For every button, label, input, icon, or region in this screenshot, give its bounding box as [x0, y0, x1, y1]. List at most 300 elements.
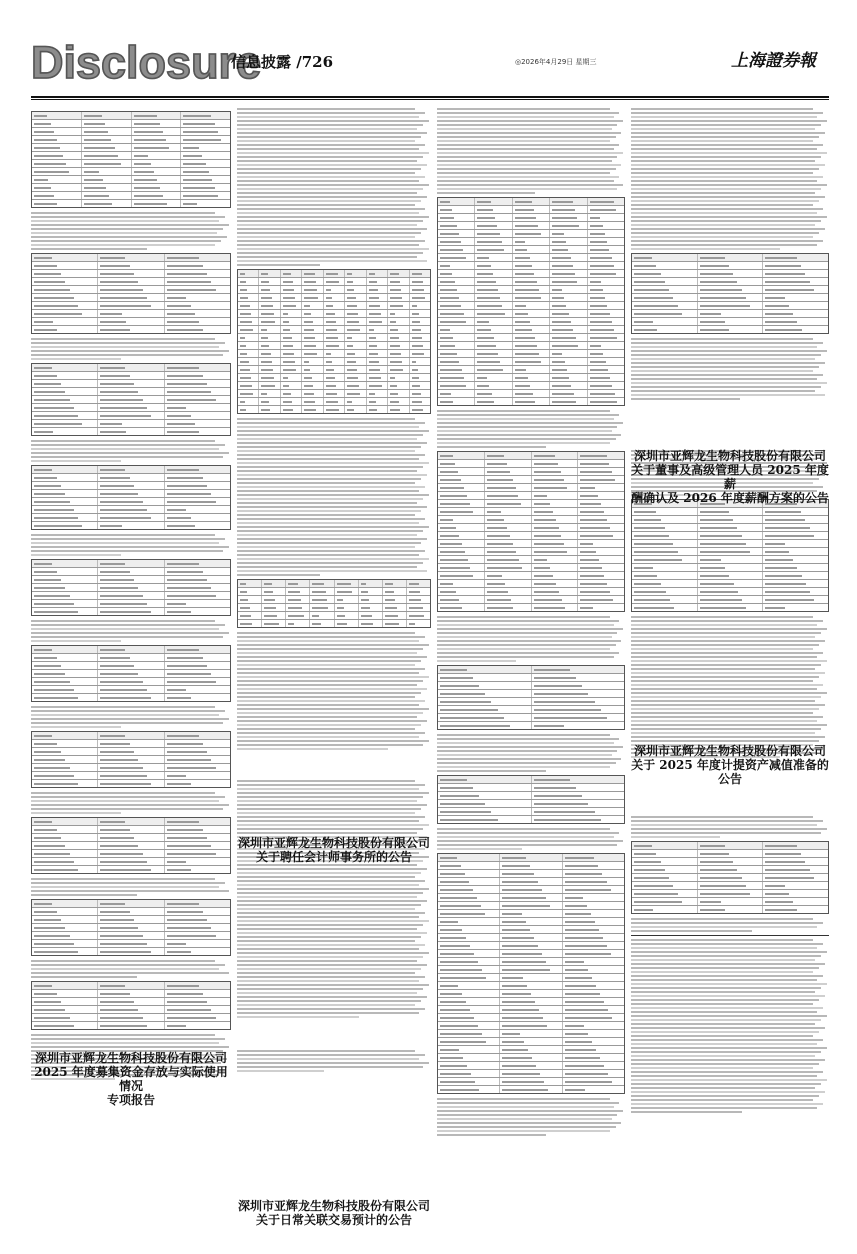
fine-print-line — [631, 959, 815, 961]
table-cell — [335, 596, 359, 603]
table-cell — [475, 254, 512, 261]
fine-print-line — [631, 930, 752, 932]
table-cell — [475, 238, 512, 245]
fine-print-line — [631, 616, 813, 618]
table-row — [438, 452, 624, 460]
fine-print-line — [237, 224, 417, 226]
table-cell — [165, 748, 230, 755]
table-cell — [438, 214, 475, 221]
fine-print-line — [631, 116, 817, 118]
fine-print-line — [437, 644, 616, 646]
table-cell — [286, 620, 310, 627]
table-row — [32, 128, 230, 136]
fine-print-line — [31, 714, 219, 716]
table-cell — [98, 310, 164, 317]
table-cell — [410, 278, 430, 285]
table-row — [438, 358, 624, 366]
data-table — [631, 841, 829, 914]
table-cell — [410, 318, 430, 325]
table-cell — [563, 990, 624, 997]
table-row — [32, 270, 230, 278]
table-cell — [475, 286, 512, 293]
table-cell — [763, 524, 828, 531]
table-cell — [281, 382, 302, 389]
fine-print-line — [237, 188, 423, 190]
table-cell — [475, 270, 512, 277]
table-row — [438, 532, 624, 540]
table-row — [438, 990, 624, 998]
table-cell — [181, 176, 230, 183]
table-cell — [763, 588, 828, 595]
table-cell — [165, 388, 230, 395]
fine-print-line — [437, 628, 623, 630]
table-cell — [500, 1062, 562, 1069]
fine-print-line — [31, 248, 147, 250]
fine-print-line — [631, 1087, 815, 1089]
fine-print-line — [31, 538, 225, 540]
table-cell — [475, 358, 512, 365]
table-cell — [438, 572, 485, 579]
table-cell — [438, 278, 475, 285]
table-cell — [32, 372, 98, 379]
table-row — [32, 678, 230, 686]
table-cell — [132, 128, 182, 135]
table-cell — [32, 900, 98, 907]
table-cell — [698, 604, 764, 611]
table-cell — [438, 398, 475, 405]
fine-print-line — [631, 836, 720, 838]
table-cell — [324, 286, 345, 293]
fine-print-line — [31, 354, 223, 356]
table-cell — [532, 706, 625, 713]
table-cell — [438, 998, 500, 1005]
fine-print-line — [437, 120, 623, 122]
table-cell — [763, 294, 828, 301]
table-cell — [32, 364, 98, 371]
fine-print-line — [631, 1019, 821, 1021]
fine-print-line — [237, 700, 425, 702]
table-cell — [345, 358, 366, 365]
table-cell — [632, 596, 698, 603]
table-cell — [532, 690, 625, 697]
fine-print-line — [631, 816, 813, 818]
table-row — [438, 366, 624, 374]
table-cell — [324, 310, 345, 317]
table-cell — [238, 596, 262, 603]
table-cell — [763, 898, 828, 905]
table-row — [632, 596, 828, 604]
table-row — [632, 286, 828, 294]
table-cell — [281, 270, 302, 277]
table-row — [438, 886, 624, 894]
table-cell — [324, 270, 345, 277]
fine-print-line — [31, 726, 121, 728]
fine-print-line — [31, 534, 215, 536]
table-cell — [165, 900, 230, 907]
table-cell — [98, 254, 164, 261]
section-title: 信息披露 /726 — [231, 53, 334, 71]
table-cell — [563, 934, 624, 941]
fine-print-line — [237, 680, 423, 682]
table-row — [32, 136, 230, 144]
fine-print-line — [237, 1058, 419, 1060]
fine-print-line — [31, 444, 225, 446]
fine-print-line — [237, 200, 421, 202]
table-cell — [438, 222, 475, 229]
table-row — [438, 926, 624, 934]
table-cell — [563, 1022, 624, 1029]
table-cell — [550, 214, 587, 221]
table-row — [632, 874, 828, 882]
table-row — [32, 756, 230, 764]
table-cell — [98, 600, 164, 607]
table-cell — [238, 390, 259, 397]
table-cell — [82, 200, 132, 207]
table-cell — [345, 374, 366, 381]
table-cell — [281, 358, 302, 365]
fine-print-line — [31, 632, 229, 634]
table-cell — [438, 524, 485, 531]
table-cell — [485, 484, 532, 491]
table-cell — [32, 686, 98, 693]
table-cell — [98, 740, 164, 747]
table-cell — [513, 374, 550, 381]
table-cell — [532, 556, 579, 563]
fine-print-line — [237, 796, 423, 798]
table-cell — [359, 612, 383, 619]
table-cell — [367, 326, 388, 333]
table-cell — [438, 784, 532, 791]
fine-print-line — [237, 828, 423, 830]
table-cell — [563, 926, 624, 933]
table-cell — [165, 592, 230, 599]
table-cell — [578, 516, 624, 523]
table-cell — [32, 326, 98, 333]
fine-print-line — [31, 554, 121, 556]
table-cell — [632, 508, 698, 515]
table-cell — [165, 662, 230, 669]
fine-print-line — [31, 878, 215, 880]
table-cell — [410, 350, 430, 357]
table-cell — [763, 278, 828, 285]
fine-print-line — [237, 192, 417, 194]
table-cell — [500, 910, 562, 917]
table-cell — [367, 334, 388, 341]
table-cell — [286, 580, 310, 587]
fine-print-line — [437, 636, 612, 638]
table-cell — [310, 580, 334, 587]
table-cell — [532, 460, 579, 467]
table-cell — [475, 390, 512, 397]
table-cell — [438, 934, 500, 941]
table-cell — [98, 412, 164, 419]
table-cell — [485, 468, 532, 475]
table-cell — [588, 198, 624, 205]
table-cell — [32, 380, 98, 387]
table-cell — [532, 484, 579, 491]
fine-print-line — [631, 700, 815, 702]
table-row — [238, 350, 430, 358]
table-cell — [98, 560, 164, 567]
spacer — [237, 752, 431, 780]
fine-print-line — [631, 164, 825, 166]
masthead-rule-thin — [31, 99, 829, 100]
table-row — [32, 474, 230, 482]
table-cell — [532, 492, 579, 499]
table-row — [32, 900, 230, 908]
fine-print-line — [237, 164, 427, 166]
table-cell — [32, 254, 98, 261]
fine-print-line — [437, 426, 617, 428]
table-cell — [98, 404, 164, 411]
table-cell — [438, 902, 500, 909]
table-cell — [500, 974, 562, 981]
table-cell — [550, 198, 587, 205]
table-cell — [310, 604, 334, 611]
fine-print-line — [237, 1066, 423, 1068]
table-cell — [438, 342, 475, 349]
table-cell — [438, 1070, 500, 1077]
fine-print-line — [631, 370, 813, 372]
fine-print-line — [31, 960, 215, 962]
table-cell — [32, 428, 98, 435]
table-row — [438, 254, 624, 262]
fine-print-line — [437, 430, 612, 432]
table-cell — [438, 910, 500, 917]
table-row — [32, 396, 230, 404]
table-row — [32, 982, 230, 990]
table-cell — [410, 326, 430, 333]
fine-print-line — [237, 944, 425, 946]
fine-print-line — [237, 196, 427, 198]
fine-print-line — [237, 264, 320, 266]
fine-print-line — [631, 680, 813, 682]
table-cell — [310, 588, 334, 595]
table-cell — [532, 500, 579, 507]
table-cell — [698, 890, 764, 897]
table-cell — [324, 374, 345, 381]
fine-print-line — [437, 108, 610, 110]
table-row — [32, 294, 230, 302]
table-row — [632, 890, 828, 898]
table-cell — [550, 334, 587, 341]
table-cell — [698, 262, 764, 269]
table-cell — [165, 866, 230, 873]
table-row — [32, 278, 230, 286]
table-cell — [98, 302, 164, 309]
column-2 — [237, 108, 431, 1074]
fine-print-line — [237, 244, 419, 246]
table-cell — [763, 556, 828, 563]
table-cell — [165, 318, 230, 325]
table-row — [238, 596, 430, 604]
table-row — [438, 870, 624, 878]
table-cell — [698, 318, 764, 325]
table-cell — [410, 334, 430, 341]
table-row — [438, 666, 624, 674]
table-cell — [98, 498, 164, 505]
table-cell — [262, 596, 286, 603]
fine-print-line — [237, 462, 429, 464]
table-row — [438, 862, 624, 870]
fine-print-line — [631, 1059, 825, 1061]
table-cell — [763, 858, 828, 865]
table-row — [438, 198, 624, 206]
fine-print-line — [237, 820, 419, 822]
table-cell — [388, 334, 409, 341]
table-cell — [578, 564, 624, 571]
table-row — [438, 476, 624, 484]
table-cell — [132, 112, 182, 119]
headline-line: 深圳市亚辉龙生物科技股份有限公司 — [237, 1199, 430, 1213]
table-cell — [98, 420, 164, 427]
table-row — [32, 302, 230, 310]
table-cell — [281, 406, 302, 413]
table-cell — [438, 714, 532, 721]
table-cell — [532, 452, 579, 459]
fine-print-line — [237, 792, 429, 794]
fine-print-line — [631, 204, 813, 206]
table-cell — [550, 238, 587, 245]
table-cell — [485, 564, 532, 571]
data-table — [237, 579, 431, 628]
fine-print-line — [237, 478, 421, 480]
table-cell — [98, 924, 164, 931]
table-row — [438, 998, 624, 1006]
fine-print-line — [237, 136, 421, 138]
table-row — [32, 168, 230, 176]
fine-print-line — [237, 422, 425, 424]
table-cell — [578, 484, 624, 491]
table-cell — [132, 136, 182, 143]
table-row — [632, 270, 828, 278]
table-cell — [485, 492, 532, 499]
fine-print-line — [237, 872, 421, 874]
fine-print-line — [437, 1106, 614, 1108]
table-row — [438, 374, 624, 382]
table-row — [438, 722, 624, 729]
table-cell — [532, 572, 579, 579]
table-row — [438, 1078, 624, 1086]
table-cell — [98, 270, 164, 277]
table-cell — [238, 286, 259, 293]
table-cell — [578, 524, 624, 531]
table-cell — [485, 540, 532, 547]
issue-date: ◎2026年4月29日 星期三 — [515, 58, 597, 66]
table-cell — [763, 548, 828, 555]
fine-print-line — [31, 220, 219, 222]
table-cell — [32, 662, 98, 669]
table-cell — [588, 318, 624, 325]
table-cell — [438, 674, 532, 681]
table-cell — [500, 854, 562, 861]
data-table — [31, 559, 231, 616]
fine-print-line — [237, 494, 429, 496]
table-row — [238, 326, 430, 334]
table-cell — [578, 580, 624, 587]
fine-print-line — [631, 828, 827, 830]
table-cell — [438, 682, 532, 689]
table-row — [32, 498, 230, 506]
table-cell — [165, 764, 230, 771]
table-cell — [367, 310, 388, 317]
table-cell — [438, 1046, 500, 1053]
table-cell — [367, 350, 388, 357]
fine-print-line — [237, 442, 427, 444]
table-cell — [513, 318, 550, 325]
table-cell — [485, 572, 532, 579]
table-cell — [500, 982, 562, 989]
table-cell — [438, 468, 485, 475]
table-cell — [698, 866, 764, 873]
table-cell — [438, 262, 475, 269]
table-cell — [165, 404, 230, 411]
fine-print-line — [31, 546, 229, 548]
table-cell — [513, 382, 550, 389]
table-cell — [32, 916, 98, 923]
table-cell — [475, 230, 512, 237]
fine-print-line — [631, 1039, 823, 1041]
table-cell — [302, 350, 323, 357]
table-cell — [388, 326, 409, 333]
data-table — [631, 253, 829, 334]
table-row — [32, 428, 230, 435]
table-cell — [165, 998, 230, 1005]
fine-print-line — [437, 438, 616, 440]
table-row — [238, 620, 430, 627]
fine-print-line — [237, 502, 417, 504]
table-row — [438, 878, 624, 886]
table-cell — [632, 540, 698, 547]
table-cell — [302, 294, 323, 301]
table-row — [438, 974, 624, 982]
table-cell — [82, 136, 132, 143]
table-cell — [98, 932, 164, 939]
table-cell — [259, 390, 280, 397]
table-cell — [259, 318, 280, 325]
table-cell — [259, 366, 280, 373]
table-cell — [165, 834, 230, 841]
column-3 — [437, 108, 625, 1138]
fine-print-line — [237, 256, 417, 258]
table-row — [438, 1014, 624, 1022]
fine-print-line — [631, 160, 815, 162]
headline-line: 2025 年度募集资金存放与实际使用情况 — [34, 1065, 228, 1093]
table-cell — [698, 580, 764, 587]
fine-print-line — [237, 252, 423, 254]
table-cell — [238, 278, 259, 285]
table-cell — [763, 874, 828, 881]
fine-print-line — [631, 1079, 827, 1081]
fine-print-line — [437, 1110, 623, 1112]
fine-print-line — [631, 1099, 813, 1101]
table-cell — [98, 990, 164, 997]
table-row — [632, 588, 828, 596]
fine-print-line — [237, 1004, 415, 1006]
table-row — [438, 1062, 624, 1070]
data-table — [31, 253, 231, 334]
table-cell — [438, 366, 475, 373]
table-cell — [32, 412, 98, 419]
fine-print-line — [237, 514, 415, 516]
table-row — [632, 842, 828, 850]
table-cell — [698, 326, 764, 333]
table-cell — [359, 620, 383, 627]
fine-print-line — [631, 656, 817, 658]
table-cell — [698, 842, 764, 849]
table-cell — [500, 950, 562, 957]
table-cell — [632, 270, 698, 277]
